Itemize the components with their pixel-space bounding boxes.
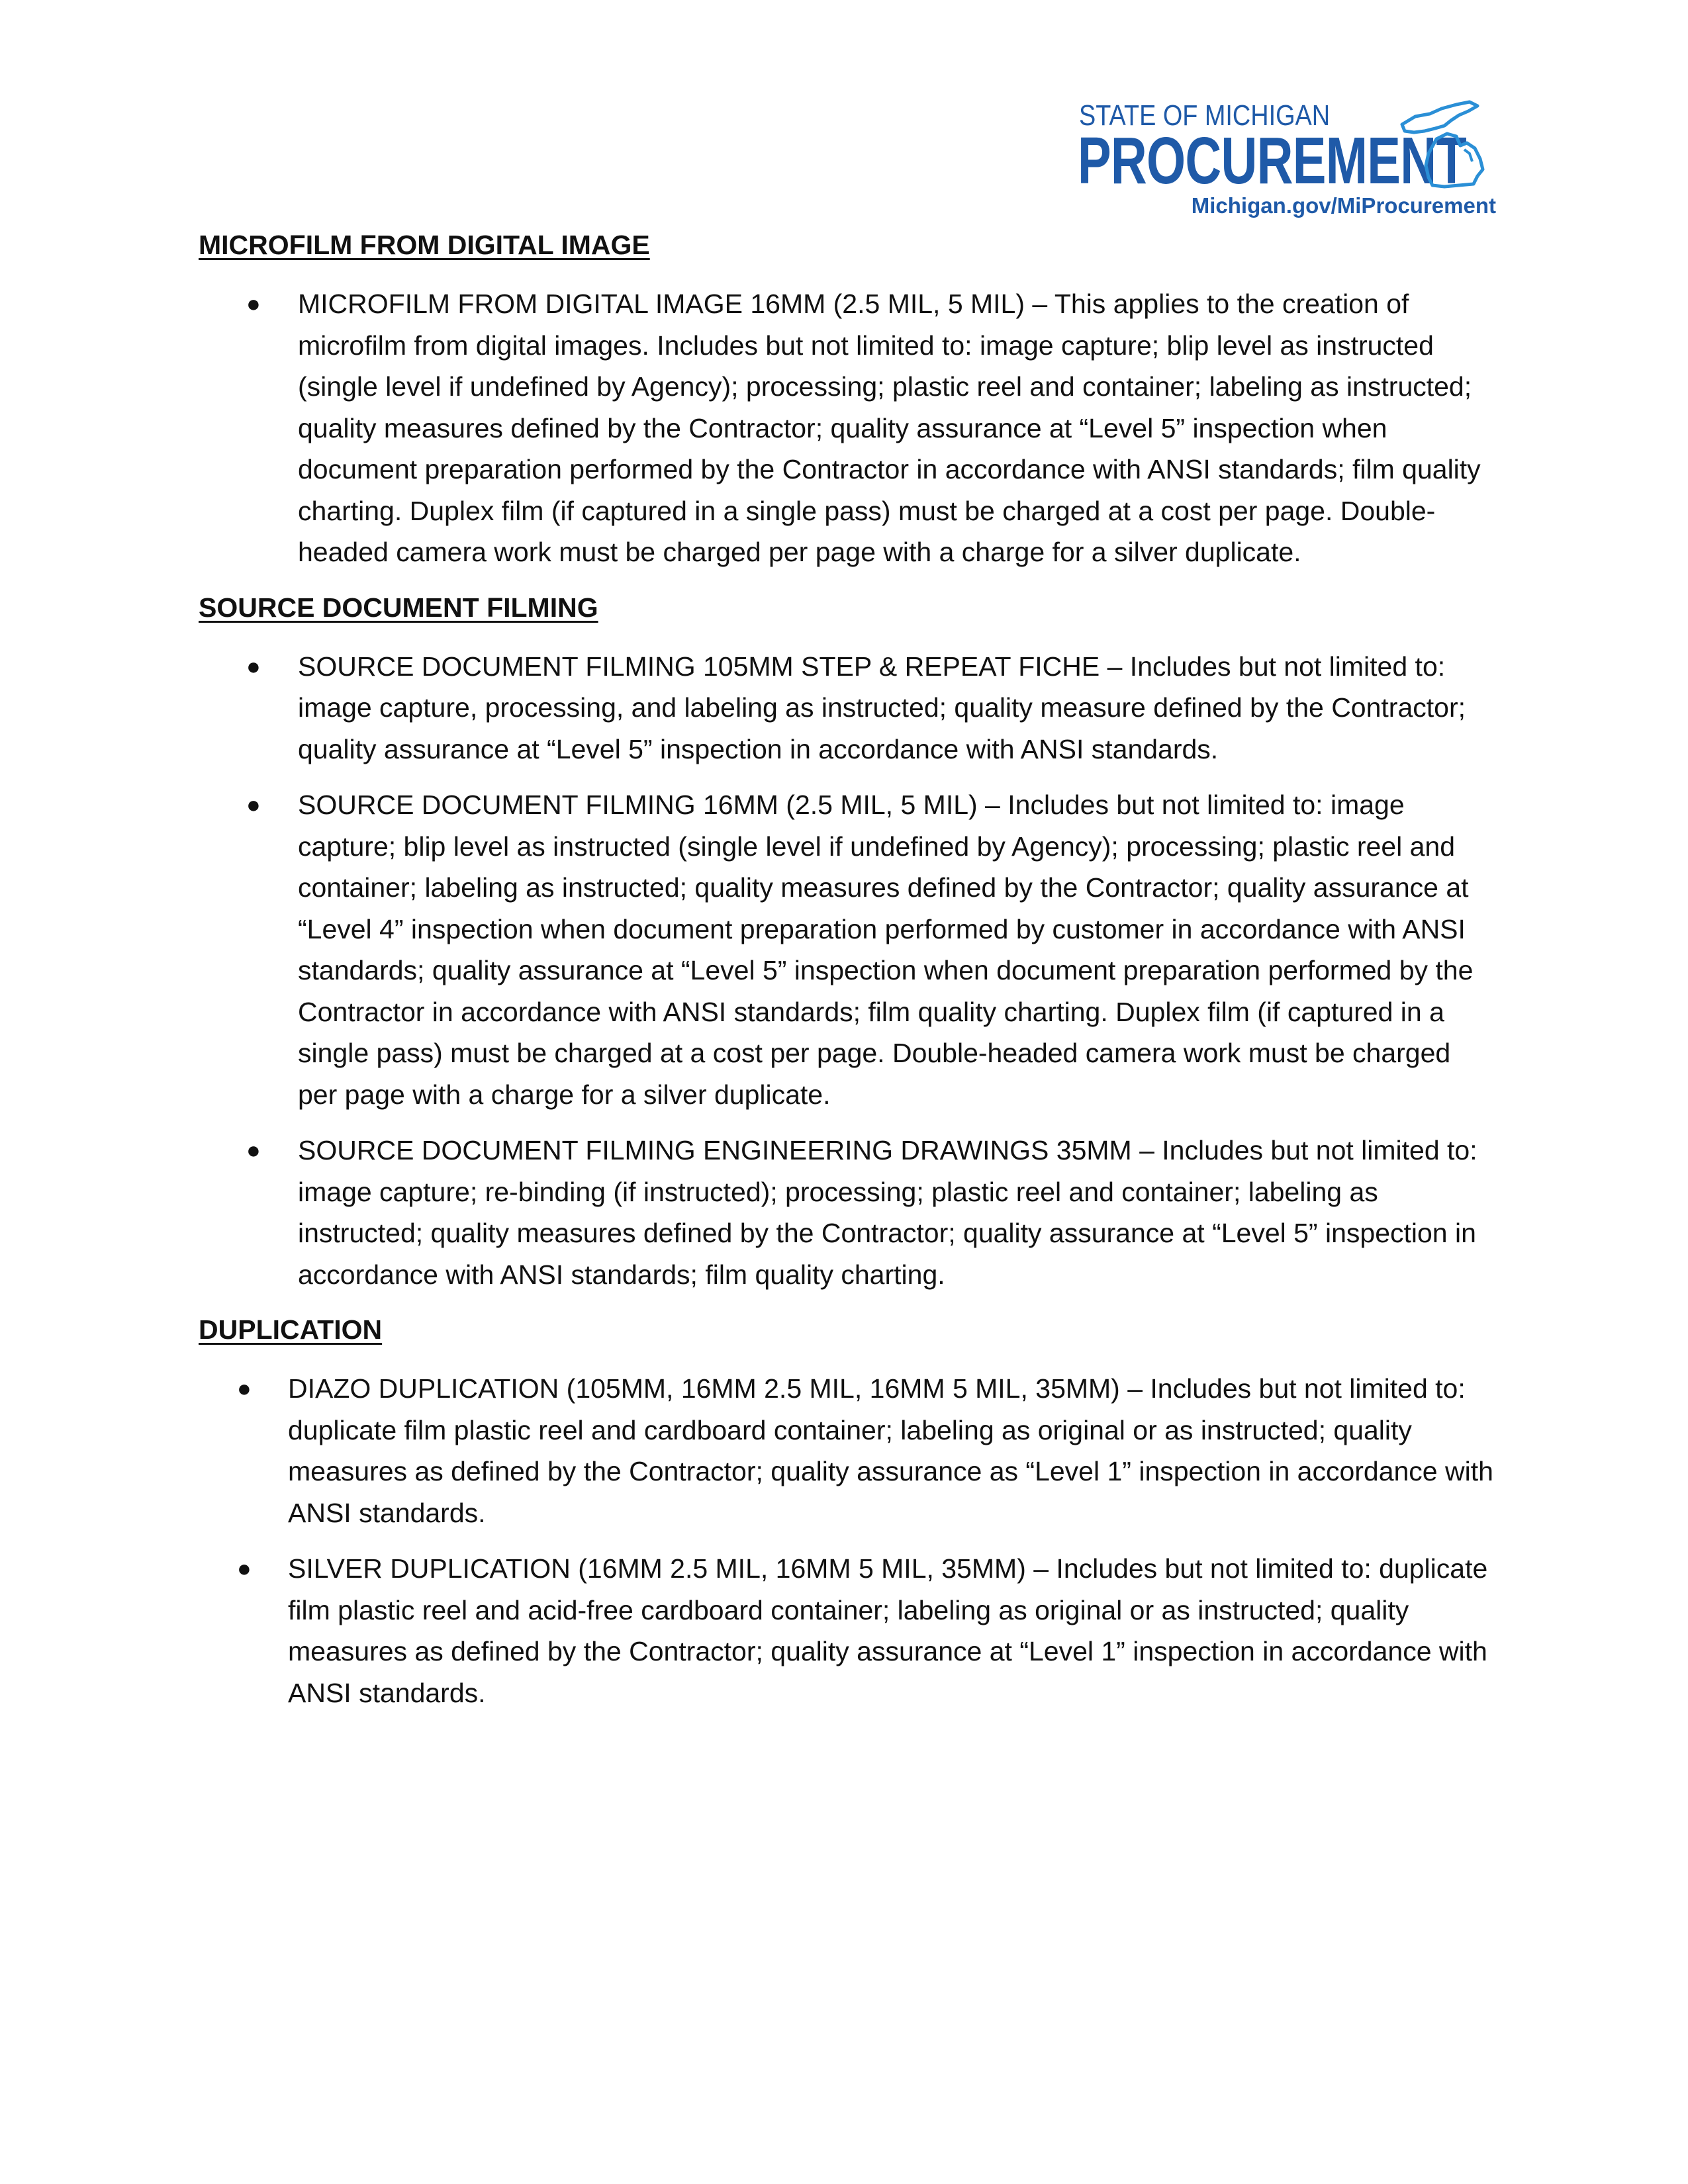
list-item-text: SOURCE DOCUMENT FILMING ENGINEERING DRAWINGS 35MM – Includes but not limited to: image capture; re-binding (if instructed); processing; plastic reel and container; labeling as instructed; quality measures defined by the Contractor; quality assurance at “Level 5” inspection in accordance with ANSI standards; film quality charting. [298,1135,1477,1290]
list-item [199,1130,1496,1295]
bullet-icon: ● [246,652,261,680]
logo-url-text: Michigan.gov/MiProcurement [1191,193,1496,218]
list-item-text: DIAZO DUPLICATION (105MM, 16MM 2.5 MIL, 16MM 5 MIL, 35MM) – Includes but not limited to: duplicate film plastic reel and cardboard container; labeling as original or as instructed; quality measures as defined by the Contractor; quality assurance as “Level 1” inspection in accordance with ANSI standards. [288,1373,1493,1528]
document-body [199,225,1496,1728]
list-item-text: SILVER DUPLICATION (16MM 2.5 MIL, 16MM 5 MIL, 35MM) – Includes but not limited to: duplicate film plastic reel and acid-free cardboard container; labeling as original or as instructed; quality measures as defined by the Contractor; quality assurance at “Level 1” inspection in accordance with ANSI standards. [288,1553,1488,1708]
list-item [199,646,1496,770]
list-item [199,1548,1496,1713]
section-list-duplication [199,1368,1496,1713]
bullet-icon: ● [237,1375,252,1402]
bullet-icon: ● [246,791,261,818]
list-item-text: SOURCE DOCUMENT FILMING 105MM STEP & REPEAT FICHE – Includes but not limited to: image capture, processing, and labeling as instructed; quality measure defined by the Contractor; quality assurance at “Level 5” inspection in accordance with ANSI standards. [298,651,1466,764]
bullet-icon: ● [237,1555,252,1582]
michigan-map-icon [1395,99,1495,192]
procurement-logo [1079,99,1496,222]
logo-procurement-text: PROCUREMENT [1078,124,1466,198]
logo-state-text: STATE OF MICHIGAN [1079,99,1331,132]
section-heading-source-document: SOURCE DOCUMENT FILMING [199,592,598,623]
section-heading-duplication: DUPLICATION [199,1314,383,1345]
bullet-icon: ● [246,290,261,317]
list-item-text: MICROFILM FROM DIGITAL IMAGE 16MM (2.5 MIL, 5 MIL) – This applies to the creation of microfilm from digital images. Includes but not limited to: image capture; blip level as instructed (single level if undefined by Agency); processing; plastic reel and container; labeling as instructed; quality measures defined by the Contractor; quality assurance at “Level 5” inspection when document preparation performed by the Contractor in accordance with ANSI standards; film quality charting. Duplex film (if captured in a single pass) must be charged at a cost per page. Double-headed camera work must be charged per page with a charge for a silver duplicate. [298,289,1481,567]
section-heading-microfilm: MICROFILM FROM DIGITAL IMAGE [199,230,650,260]
bullet-icon: ● [246,1136,261,1163]
list-item [199,283,1496,573]
list-item [199,784,1496,1115]
section-list-source-document [199,646,1496,1296]
list-item [199,1368,1496,1533]
list-item-text: SOURCE DOCUMENT FILMING 16MM (2.5 MIL, 5 MIL) – Includes but not limited to: image capture; blip level as instructed (single level if undefined by Agency); processing; plastic reel and container; labeling as instructed; quality measures defined by the Contractor; quality assurance at “Level 4” inspection when document preparation performed by customer in accordance with ANSI standards; quality assurance at “Level 5” inspection when document preparation performed by the Contractor in accordance with ANSI standards; film quality charting. Duplex film (if captured in a single pass) must be charged at a cost per page. Double-headed camera work must be charged per page with a charge for a silver duplicate. [298,790,1474,1110]
section-list-microfilm [199,283,1496,573]
